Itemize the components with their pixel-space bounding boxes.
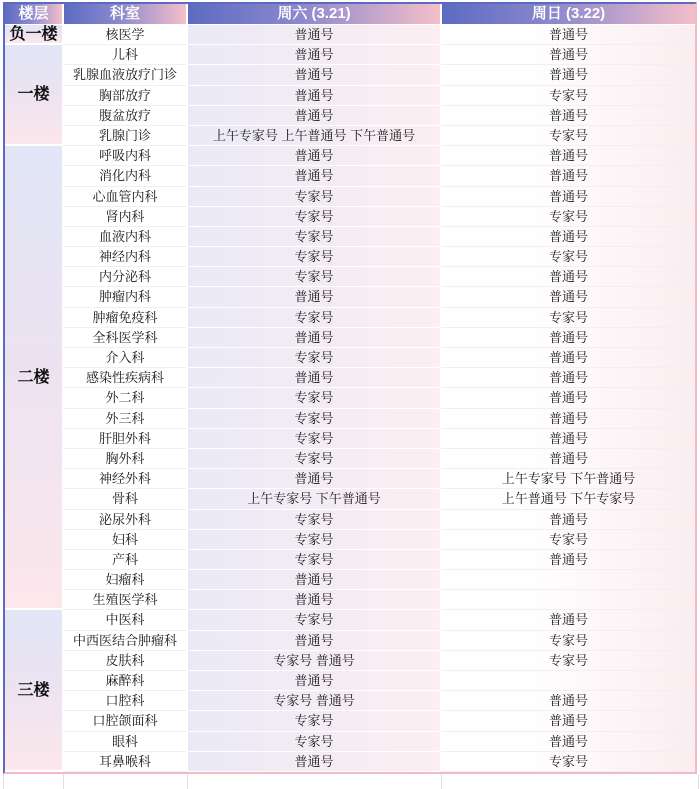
column-header-saturday: 周六 (3.21) [186, 4, 440, 25]
saturday-ticket: 上午专家号 上午普通号 下午普通号 [186, 126, 440, 146]
sunday-ticket: 普通号 [440, 187, 695, 207]
department-name: 神经内科 [62, 247, 186, 267]
sunday-ticket: 专家号 [440, 247, 695, 267]
department-name: 消化内科 [62, 166, 186, 186]
saturday-ticket: 普通号 [186, 570, 440, 590]
sunday-ticket: 专家号 [440, 530, 695, 550]
department-name: 口腔科 [62, 691, 186, 711]
department-name: 中西医结合肿瘤科 [62, 631, 186, 651]
department-name: 介入科 [62, 348, 186, 368]
sunday-ticket: 普通号 [440, 732, 695, 752]
saturday-ticket: 普通号 [186, 671, 440, 691]
saturday-ticket: 普通号 [186, 65, 440, 85]
department-name: 乳腺血液放疗门诊 [62, 65, 186, 85]
department-name: 中医科 [62, 610, 186, 630]
sunday-ticket: 普通号 [440, 429, 695, 449]
department-name: 核医学 [62, 25, 186, 45]
department-name: 外二科 [62, 388, 186, 408]
saturday-ticket: 专家号 [186, 267, 440, 287]
department-name: 儿科 [62, 45, 186, 65]
sunday-ticket: 普通号 [440, 227, 695, 247]
saturday-ticket: 上午专家号 下午普通号 [186, 489, 440, 509]
saturday-ticket: 专家号 [186, 610, 440, 630]
saturday-ticket: 普通号 [186, 287, 440, 307]
sunday-ticket: 专家号 [440, 126, 695, 146]
department-name: 肝胆外科 [62, 429, 186, 449]
department-name: 麻醉科 [62, 671, 186, 691]
sunday-ticket: 普通号 [440, 267, 695, 287]
sunday-ticket [440, 570, 695, 590]
department-name: 感染性疾病科 [62, 368, 186, 388]
department-name: 心血管内科 [62, 187, 186, 207]
department-name: 眼科 [62, 732, 186, 752]
department-name: 血液内科 [62, 227, 186, 247]
department-name: 外三科 [62, 409, 186, 429]
floor-label: 负一楼 [5, 25, 62, 45]
saturday-ticket: 专家号 [186, 348, 440, 368]
department-name: 神经外科 [62, 469, 186, 489]
saturday-ticket: 专家号 [186, 409, 440, 429]
saturday-ticket: 专家号 [186, 530, 440, 550]
sunday-ticket: 上午普通号 下午专家号 [440, 489, 695, 509]
sunday-ticket: 专家号 [440, 651, 695, 671]
column-divider [63, 774, 64, 789]
saturday-ticket: 专家号 普通号 [186, 651, 440, 671]
saturday-ticket: 普通号 [186, 86, 440, 106]
saturday-ticket: 专家号 [186, 510, 440, 530]
department-name: 腹盆放疗 [62, 106, 186, 126]
sunday-ticket: 专家号 [440, 308, 695, 328]
department-name: 肿瘤内科 [62, 287, 186, 307]
column-divider [187, 774, 188, 789]
sunday-ticket: 上午专家号 下午普通号 [440, 469, 695, 489]
sunday-ticket [440, 671, 695, 691]
sunday-ticket: 普通号 [440, 368, 695, 388]
saturday-ticket: 普通号 [186, 146, 440, 166]
saturday-ticket: 普通号 [186, 631, 440, 651]
saturday-ticket: 普通号 [186, 469, 440, 489]
saturday-ticket: 专家号 [186, 207, 440, 227]
saturday-ticket: 专家号 [186, 227, 440, 247]
schedule-grid [5, 4, 695, 772]
truncated-next-row [3, 774, 699, 789]
department-name: 胸部放疗 [62, 86, 186, 106]
saturday-ticket: 专家号 普通号 [186, 691, 440, 711]
sunday-ticket: 普通号 [440, 348, 695, 368]
sunday-ticket: 专家号 [440, 631, 695, 651]
sunday-ticket: 普通号 [440, 106, 695, 126]
sunday-ticket: 普通号 [440, 711, 695, 731]
sunday-ticket: 普通号 [440, 25, 695, 45]
saturday-ticket: 专家号 [186, 550, 440, 570]
sunday-ticket: 普通号 [440, 45, 695, 65]
department-name: 妇瘤科 [62, 570, 186, 590]
department-name: 皮肤科 [62, 651, 186, 671]
department-name: 妇科 [62, 530, 186, 550]
department-name: 口腔颌面科 [62, 711, 186, 731]
department-name: 耳鼻喉科 [62, 752, 186, 772]
sunday-ticket: 普通号 [440, 146, 695, 166]
column-divider [441, 774, 442, 789]
floor-label: 三楼 [5, 610, 62, 772]
saturday-ticket: 普通号 [186, 752, 440, 772]
sunday-ticket: 普通号 [440, 409, 695, 429]
saturday-ticket: 专家号 [186, 429, 440, 449]
saturday-ticket: 普通号 [186, 106, 440, 126]
saturday-ticket: 专家号 [186, 732, 440, 752]
floor-label: 二楼 [5, 146, 62, 610]
saturday-ticket: 专家号 [186, 388, 440, 408]
floor-label: 一楼 [5, 45, 62, 146]
saturday-ticket: 普通号 [186, 590, 440, 610]
saturday-ticket: 专家号 [186, 247, 440, 267]
sunday-ticket: 专家号 [440, 752, 695, 772]
department-name: 肾内科 [62, 207, 186, 227]
department-name: 产科 [62, 550, 186, 570]
saturday-ticket: 普通号 [186, 328, 440, 348]
column-header-department: 科室 [62, 4, 186, 25]
sunday-ticket: 普通号 [440, 166, 695, 186]
saturday-ticket: 专家号 [186, 449, 440, 469]
saturday-ticket: 专家号 [186, 711, 440, 731]
sunday-ticket: 普通号 [440, 388, 695, 408]
department-name: 泌尿外科 [62, 510, 186, 530]
saturday-ticket: 普通号 [186, 25, 440, 45]
column-header-floor: 楼层 [5, 4, 62, 25]
department-name: 乳腺门诊 [62, 126, 186, 146]
sunday-ticket: 专家号 [440, 86, 695, 106]
department-name: 胸外科 [62, 449, 186, 469]
sunday-ticket: 普通号 [440, 328, 695, 348]
sunday-ticket: 普通号 [440, 550, 695, 570]
sunday-ticket: 普通号 [440, 610, 695, 630]
saturday-ticket: 普通号 [186, 368, 440, 388]
department-name: 全科医学科 [62, 328, 186, 348]
schedule-table [3, 2, 697, 774]
column-header-sunday: 周日 (3.22) [440, 4, 695, 25]
sunday-ticket: 普通号 [440, 65, 695, 85]
saturday-ticket: 专家号 [186, 308, 440, 328]
sunday-ticket: 普通号 [440, 691, 695, 711]
sunday-ticket: 普通号 [440, 449, 695, 469]
department-name: 呼吸内科 [62, 146, 186, 166]
saturday-ticket: 专家号 [186, 187, 440, 207]
department-name: 肿瘤免疫科 [62, 308, 186, 328]
sunday-ticket: 专家号 [440, 207, 695, 227]
saturday-ticket: 普通号 [186, 166, 440, 186]
sunday-ticket: 普通号 [440, 287, 695, 307]
department-name: 生殖医学科 [62, 590, 186, 610]
sunday-ticket [440, 590, 695, 610]
saturday-ticket: 普通号 [186, 45, 440, 65]
sunday-ticket: 普通号 [440, 510, 695, 530]
department-name: 骨科 [62, 489, 186, 509]
department-name: 内分泌科 [62, 267, 186, 287]
